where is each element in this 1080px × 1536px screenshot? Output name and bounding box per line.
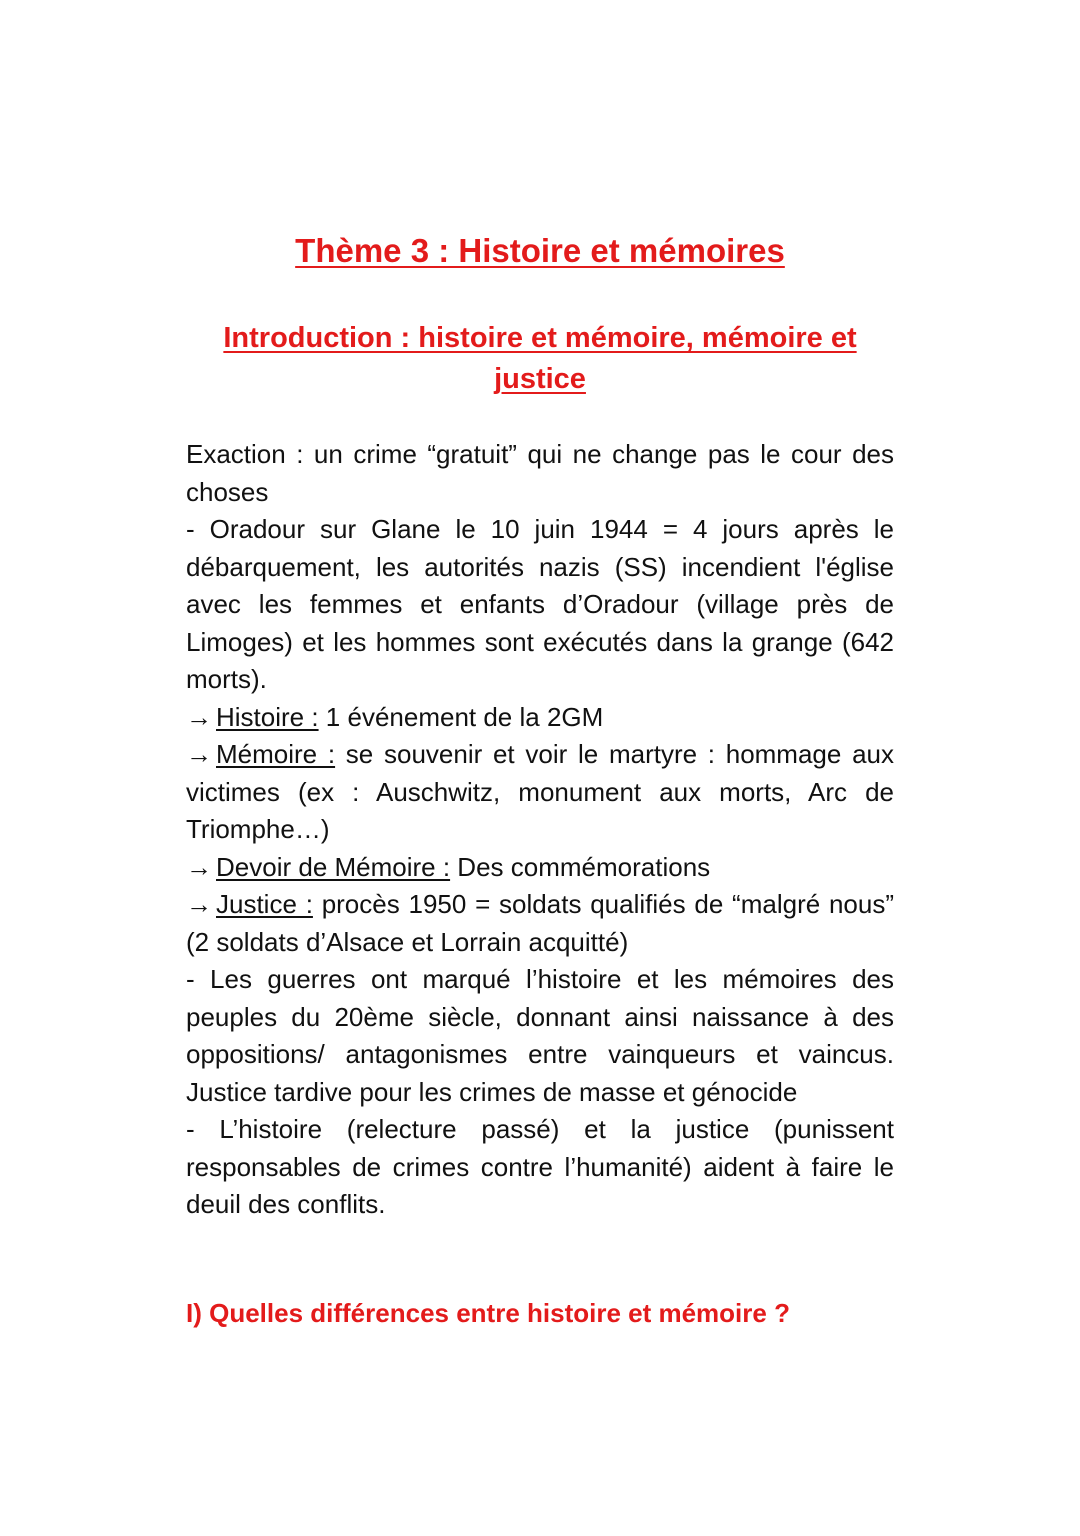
arrow-icon: → xyxy=(186,701,212,732)
introduction-heading-text: Introduction : histoire et mémoire, mémoire et justice xyxy=(223,322,857,395)
section-heading: I) Quelles différences entre histoire et mémoire ? xyxy=(186,1298,790,1328)
term-justice: Justice : xyxy=(216,889,313,919)
paragraph-justice xyxy=(186,886,894,961)
introduction-heading xyxy=(190,318,890,400)
term-memoire: Mémoire : xyxy=(216,739,336,769)
term-histoire: Histoire : xyxy=(216,701,319,732)
paragraph-oradour: - Oradour sur Glane le 10 juin 1944 = 4 jours après le débarquement, les autorités nazis (SS) incendient l'église avec les femmes et enfants d’Oradour (village près de Limoges) et les hommes sont exécutés dans la grange (642 morts). xyxy=(186,514,894,694)
paragraph-histoire-justice: - L’histoire (relecture passé) et la justice (punissent responsables de crimes contre l’humanité) aident à faire le deuil des conflits. xyxy=(186,1114,894,1219)
paragraph-devoir xyxy=(186,849,894,887)
arrow-icon: → xyxy=(186,851,212,882)
definition-histoire: 1 événement de la 2GM xyxy=(318,701,604,732)
paragraph-histoire xyxy=(186,699,894,737)
arrow-icon: → xyxy=(186,889,212,919)
paragraph-memoire xyxy=(186,736,894,849)
arrow-icon: → xyxy=(186,739,212,769)
page-title: Thème 3 : Histoire et mémoires xyxy=(295,232,785,269)
paragraph-exaction: Exaction : un crime “gratuit” qui ne change pas le cour des choses xyxy=(186,439,894,507)
definition-justice: procès 1950 = soldats qualifiés de “malgré nous” (2 soldats d’Alsace et Lorrain acquitté) xyxy=(186,889,894,957)
paragraph-guerres: - Les guerres ont marqué l’histoire et les mémoires des peuples du 20ème siècle, donnant ainsi naissance à des oppositions/ antagonismes entre vainqueurs et vaincus. Justice tardive pour les crimes de masse et génocide xyxy=(186,964,894,1107)
definition-memoire: se souvenir et voir le martyre : hommage aux victimes (ex : Auschwitz, monument aux morts, Arc de Triomphe…) xyxy=(186,739,894,844)
term-devoir-de-memoire: Devoir de Mémoire : xyxy=(216,851,451,882)
body-text xyxy=(186,436,894,1224)
definition-devoir: Des commémorations xyxy=(450,851,711,882)
